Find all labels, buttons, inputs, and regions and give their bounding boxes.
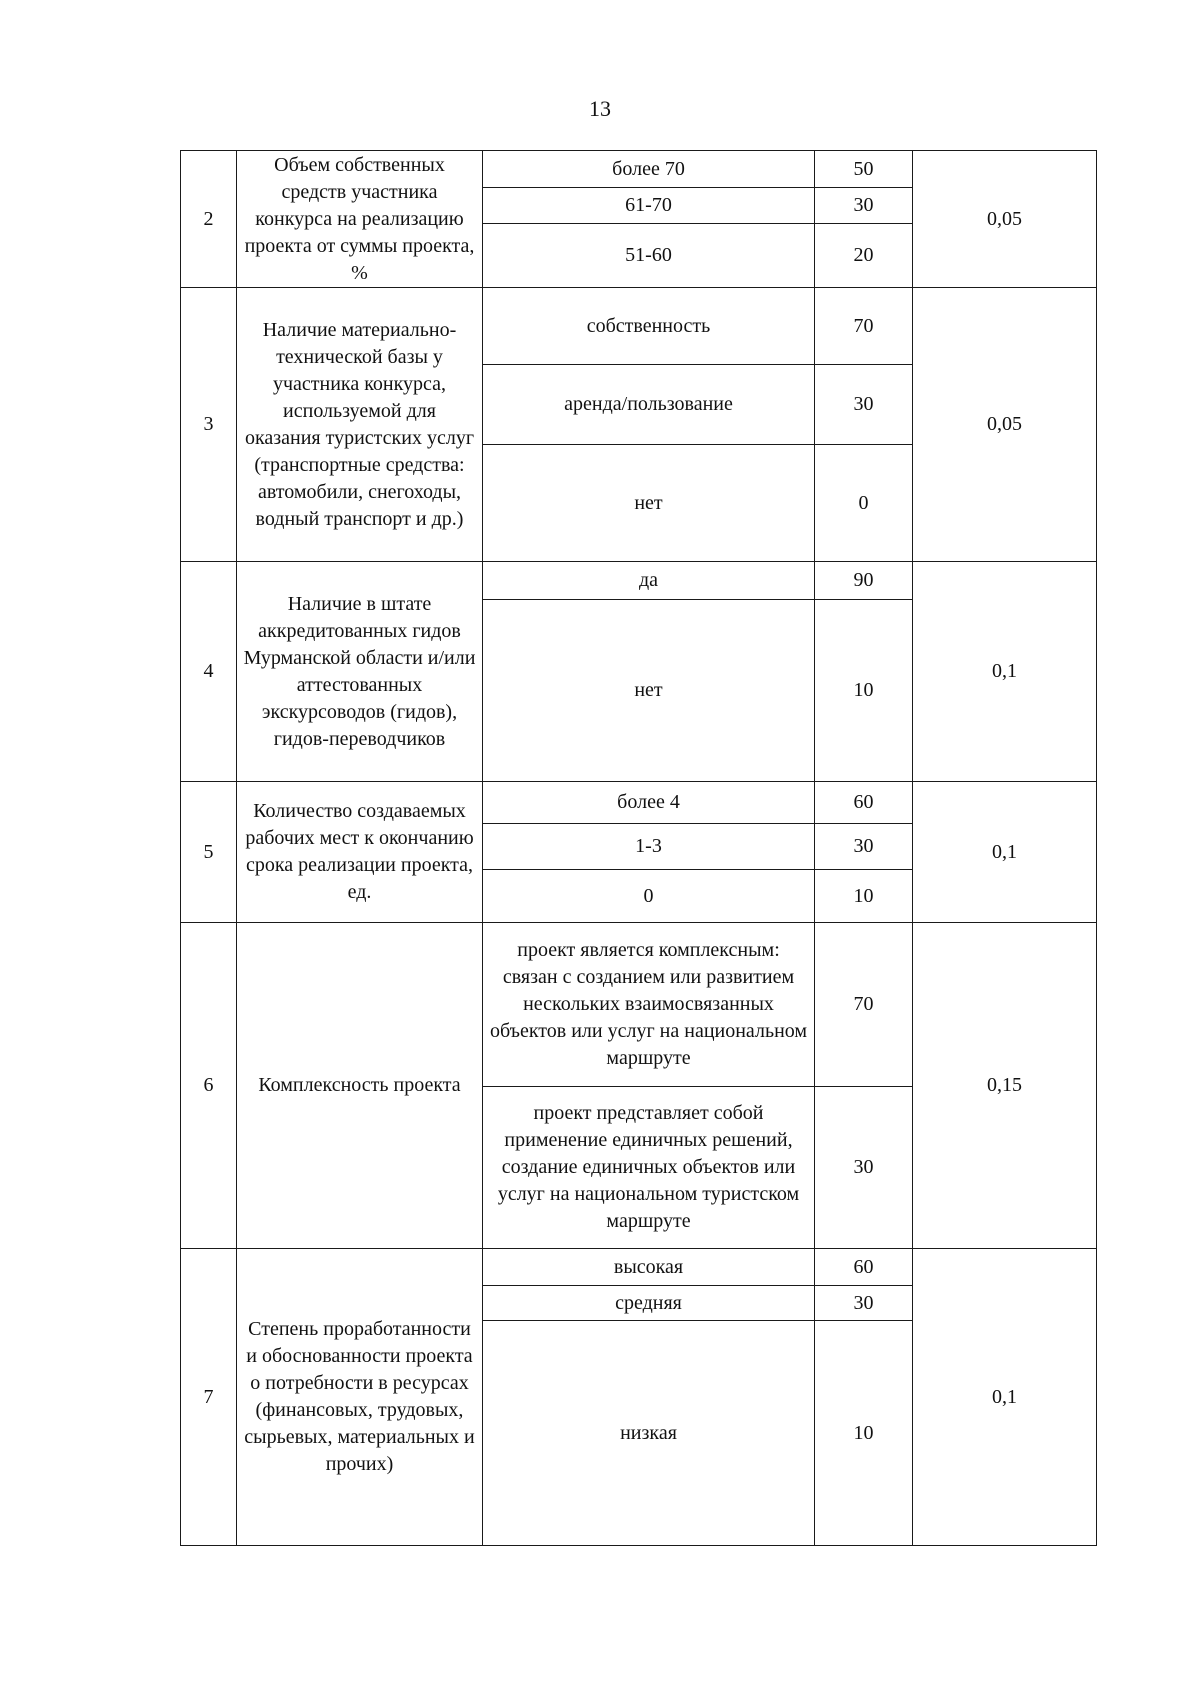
option-score: 30 bbox=[815, 1087, 913, 1249]
criterion-weight: 0,1 bbox=[913, 562, 1097, 782]
criterion-name: Степень проработанности и обоснованности проекта о потребности в ресурсах (финансовых, трудовых, сырьевых, материальных и прочих) bbox=[237, 1249, 483, 1546]
criterion-weight: 0,05 bbox=[913, 151, 1097, 288]
option-score: 10 bbox=[815, 1321, 913, 1546]
option-score: 30 bbox=[815, 365, 913, 445]
table-row bbox=[181, 923, 1097, 1087]
option-label: 0 bbox=[483, 870, 815, 923]
option-score: 70 bbox=[815, 923, 913, 1087]
option-label: 1-3 bbox=[483, 824, 815, 870]
option-score: 70 bbox=[815, 288, 913, 365]
table-row bbox=[181, 151, 1097, 188]
option-score: 60 bbox=[815, 1249, 913, 1286]
option-score: 10 bbox=[815, 870, 913, 923]
option-label: нет bbox=[483, 445, 815, 562]
option-score: 30 bbox=[815, 824, 913, 870]
option-label: более 70 bbox=[483, 151, 815, 188]
criterion-number: 2 bbox=[181, 151, 237, 288]
option-score: 0 bbox=[815, 445, 913, 562]
table-row bbox=[181, 288, 1097, 365]
option-label: проект является комплексным: связан с созданием или развитием нескольких взаимосвязанных объектов или услуг на национальном маршруте bbox=[483, 923, 815, 1087]
criterion-number: 5 bbox=[181, 782, 237, 923]
criterion-weight: 0,1 bbox=[913, 1249, 1097, 1546]
option-label: высокая bbox=[483, 1249, 815, 1286]
option-score: 90 bbox=[815, 562, 913, 600]
option-score: 50 bbox=[815, 151, 913, 188]
option-label: более 4 bbox=[483, 782, 815, 824]
option-label: нет bbox=[483, 600, 815, 782]
criterion-weight: 0,15 bbox=[913, 923, 1097, 1249]
option-score: 20 bbox=[815, 224, 913, 288]
option-label: низкая bbox=[483, 1321, 815, 1546]
criterion-number: 4 bbox=[181, 562, 237, 782]
criterion-weight: 0,1 bbox=[913, 782, 1097, 923]
option-label: аренда/пользование bbox=[483, 365, 815, 445]
criterion-name: Количество создаваемых рабочих мест к окончанию срока реализации проекта, ед. bbox=[237, 782, 483, 923]
option-label: средняя bbox=[483, 1286, 815, 1321]
table-row bbox=[181, 562, 1097, 600]
option-label: да bbox=[483, 562, 815, 600]
option-score: 10 bbox=[815, 600, 913, 782]
table-row bbox=[181, 1249, 1097, 1286]
criteria-table bbox=[180, 150, 1097, 1546]
option-label: собственность bbox=[483, 288, 815, 365]
criterion-number: 6 bbox=[181, 923, 237, 1249]
criterion-number: 3 bbox=[181, 288, 237, 562]
page-number: 13 bbox=[589, 96, 611, 121]
criterion-name: Наличие материально-технической базы у участника конкурса, используемой для оказания туристских услуг (транспортные средства: автомобили, снегоходы, водный транспорт и др.) bbox=[237, 288, 483, 562]
option-score: 30 bbox=[815, 188, 913, 224]
criterion-name: Наличие в штате аккредитованных гидов Мурманской области и/или аттестованных экскурсоводов (гидов), гидов-переводчиков bbox=[237, 562, 483, 782]
criterion-name: Комплексность проекта bbox=[237, 923, 483, 1249]
criterion-name: Объем собственных средств участника конкурса на реализацию проекта от суммы проекта, % bbox=[237, 151, 483, 288]
criterion-weight: 0,05 bbox=[913, 288, 1097, 562]
table-row bbox=[181, 782, 1097, 824]
option-label: 61-70 bbox=[483, 188, 815, 224]
criterion-number: 7 bbox=[181, 1249, 237, 1546]
option-label: 51-60 bbox=[483, 224, 815, 288]
option-label: проект представляет собой применение единичных решений, создание единичных объектов или услуг на национальном туристском маршруте bbox=[483, 1087, 815, 1249]
option-score: 30 bbox=[815, 1286, 913, 1321]
option-score: 60 bbox=[815, 782, 913, 824]
